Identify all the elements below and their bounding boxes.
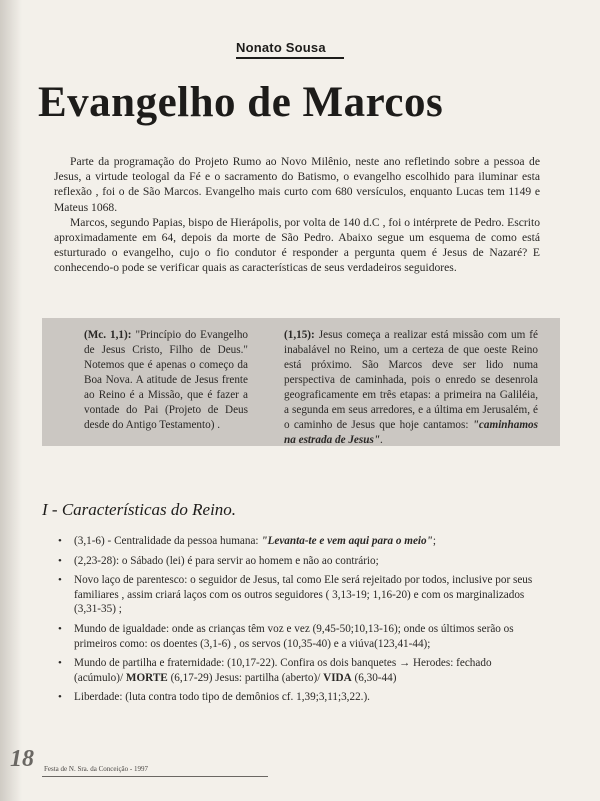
list-item: • Mundo de igualdade: onde as crianças têm voz e vez (9,45-50;10,13-16); onde os últimos serão os primeiros como: os doentes (3,1-6) , os servos (10,35-40) e a viúva(123,41-44);: [58, 622, 514, 650]
box-right-column: [284, 328, 538, 448]
box-right-quote: "caminhamos na estrada de Jesus": [284, 419, 538, 446]
intro-paragraph: Parte da programação do Projeto Rumo ao Novo Milênio, neste ano refletindo sobre a pessoa de Jesus, a virtude teologal da Fé e o sacramento do Batismo, o evangelho escolhido para iluminar esta reflexão , foi o de São Marcos. Evangelho mais curto com 680 versículos, enquanto Lucas tem 1149 e Mateus 1068.: [54, 155, 540, 214]
box-right-end: .: [380, 434, 383, 446]
box-left-column: [84, 328, 248, 433]
page-number: 18: [10, 746, 34, 772]
scripture-ref: (1,15):: [284, 329, 315, 341]
bullet-icon: •: [58, 657, 62, 670]
section-title: Características do Reino.: [61, 500, 237, 519]
list-item: • (2,23-28): o Sábado (lei) é para servir ao homem e não ao contrário;: [58, 554, 379, 567]
bullet-icon: •: [58, 691, 62, 704]
page-title: Evangelho de Marcos: [38, 79, 444, 126]
list-item: • Mundo de partilha e fraternidade: (10,17-22). Confira os dois banquetes → Herodes: fechado (acúmulo)/ MORTE (6,17-29) Jesus: partilha (aberto)/ VIDA (6,30-44): [58, 657, 492, 684]
box-right-text: Jesus começa a realizar está missão com um fé inabalável no Reino, um a certeza de que oeste Reino está próximo. São Marcos deve ser lido numa perspectiva de caminhada, pois o enredo se desenrola geograficamente em três etapas: a primeira na Galiléia, a segunda em seus arredores, e a última em Jerusalém, é o caminho de Jesus que hoje cantamos:: [284, 329, 538, 431]
bullet-icon: •: [58, 574, 62, 587]
footer-rule: [42, 776, 268, 777]
section-number: I -: [42, 500, 58, 519]
bullet-icon: •: [58, 622, 62, 635]
bullet-icon: •: [58, 535, 62, 547]
scripture-ref: (Mc. 1,1):: [84, 329, 132, 341]
bullet-icon: •: [58, 554, 62, 567]
list-item: • (3,1-6) - Centralidade da pessoa humana: "Levanta-te e vem aqui para o meio";: [58, 535, 436, 547]
list-item: • Liberdade: (luta contra todo tipo de demônios cf. 1,39;3,11;3,22.).: [58, 691, 370, 704]
footer-text: Festa de N. Sra. da Conceição - 1997: [44, 765, 148, 773]
author-underline: [236, 57, 344, 59]
page-edge-shadow: [0, 0, 22, 801]
section-heading: [42, 500, 236, 520]
list-item: • Novo laço de parentesco: o seguidor de Jesus, tal como Ele será rejeitado por todos, inclusive por seus familiares , assim criará laços com os outros seguidores ( 3,13-19; 1,16-20) e com os marginalizados (3,31-35) ;: [58, 574, 533, 616]
characteristics-list: [56, 534, 540, 710]
intro-text: [54, 154, 540, 276]
intro-paragraph: Marcos, segundo Papias, bispo de Hierápolis, por volta de 140 d.C , foi o intérprete de Pedro. Escrito aproximadamente em 64, depois da morte de São Pedro. Abaixo segue um esquema de como está esturturado o evangelho, cujo o fio condutor é responder a pergunta quem é Jesus de Nazaré? E conhecendo-o pode se verificar quais as características de seus verdadeiros seguidores.: [54, 215, 540, 275]
author-name: Nonato Sousa: [236, 40, 326, 55]
box-left-text: "Princípio do Evangelho de Jesus Cristo, Filho de Deus." Notemos que é apenas o começo da Boa Nova. A atitude de Jesus frente ao Reino é a Missão, que é fazer a vontade do Pai (Projeto de Deus desde do Antigo Testamento) .: [84, 329, 249, 431]
